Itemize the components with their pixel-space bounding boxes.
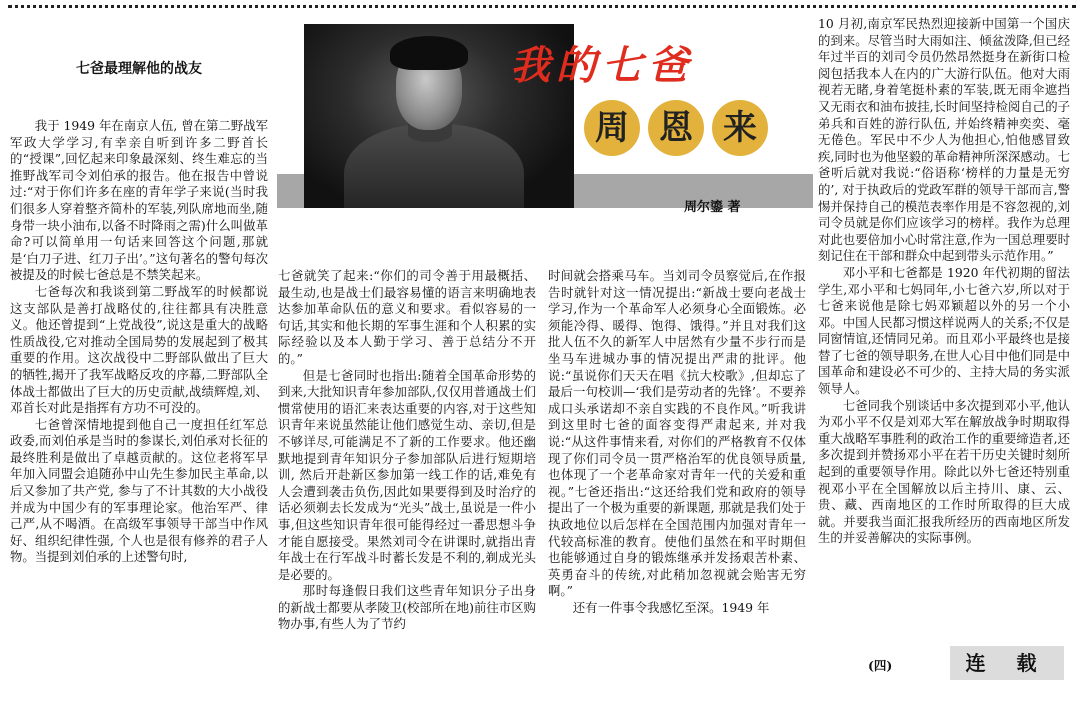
series-label: 连 载 [950, 646, 1064, 680]
author-byline: 周尔鎏 著 [684, 200, 741, 215]
text-column-1 [10, 118, 268, 566]
subject-name-char-1: 周 [584, 100, 640, 156]
paragraph: 10 月初,南京军民热烈迎接新中国第一个国庆的到来。尽管当时大雨如注、倾盆泼降,但已经年过半百的刘司令员仍然昂然挺身在新街口检阅包括我本人在内的广大游行队伍。他对大雨视若无睹,身着笔挺朴素的军装,既无雨伞遮挡又无雨衣和油布披挂,长时间坚持检阅自己的子弟兵和百姓的游行队伍, 并始终精神奕奕、毫无倦色。军民中不少人为他担心,怕他感冒致疾,同时也为他坚毅的革命精神所深深感动。七爸听后就对我说:“俗语称‘榜样的力量是无穷的’, 对于执政后的党政军群的领导干部而言,警惕并保持自己的模范表率作用是不容忽视的,刘司令员就是你们应该学习的榜样。我作为总理对此也要倍加小心时常注意,作为一国总理要时刻记住在干部和群众中起到带头示范作用。” [818, 16, 1070, 264]
subject-name-char-3: 来 [712, 100, 768, 156]
paragraph: 那时每逢假日我们这些青年知识分子出身的新战士都要从孝陵卫(校部所在地)前往市区购物办事,有些人为了节约 [278, 583, 536, 632]
paragraph: 邓小平和七爸都是 1920 年代初期的留法学生,邓小平和七妈同年,小七爸六岁,所以对于七爸来说他是除七妈邓颖超以外的另一个小邓。中国人民都习惯这样说两人的关系;不仅是同窗情谊,还情同兄弟。而且邓小平最终也是接替了七爸的领导职务,在世人心目中他们同是中国革命和建设必不可少的、主持大局的务实派领导人。 [818, 264, 1070, 397]
paragraph: 时间就会搭乘马车。当刘司令员察觉后,在作报告时就针对这一情况提出:“新战士要向老战士学习,作为一个革命军人必须身心全面锻炼。必须能冷得、暖得、饱得、饿得。”并且对我们这批人伍不久的新军人中居然有少量不步行而是坐马车进城办事的情况提出严肃的批评。他说:“虽说你们天天在唱《抗大校歌》,但却忘了最后一句校训—‘我们是劳动者的先锋’。不要养成口头承诺却不亲自实践的不良作风。”听我讲到这里时七爸的面容变得严肃起来, 并对我说:“从这件事情来看, 对你们的严格教育不仅体现了你们司令员一贯严格治军的优良领导质量, 也体现了一个老革命家对青年一代的关爱和重视。”七爸还指出:“这还给我们党和政府的领导提出了一个极为重要的新课题, 那就是我们处于执政地位以后怎样在全国范围内加强对青年一代较高标准的教育。使他们虽然在和平时期但也能够通过自身的锻炼继承并发扬艰苦朴素、英勇奋斗的传统,对此稍加忽视就会贻害无穷啊。” [548, 268, 806, 599]
paragraph: 七爸就笑了起来:“你们的司令善于用最概括、最生动,也是战士们最容易懂的语言来明确地表达参加革命队伍的意义和要求。看似容易的一句话,其实和他长期的军事生涯和个人积累的实际经验以及本人勤于学习、善于总结分不开的。” [278, 268, 536, 366]
subject-name [584, 100, 768, 156]
paragraph: 还有一件事令我感忆至深。1949 年 [572, 599, 770, 615]
paragraph: 我于 1949 年在南京人伍, 曾在第二野战军军政大学学习,有幸亲自听到许多二野首长的“授课”,回忆起来印象最深刻、终生难忘的当推野战军司令刘伯承的报告。他在报告中曾说过:“对于你们许多在座的青年学子来说(当时我们很多人穿着整齐简朴的军装,列队席地而坐,随身带一块小油布,以备不时降雨之需)什么叫做革命?可以简单用一句话来回答这个问题,那就是‘白刀子进、红刀子出’。”这句著名的警句每次被提及的时候七爸总是不禁笑起来。 [10, 118, 268, 283]
text-column-2 [278, 268, 536, 633]
paragraph: 七爸曾深情地提到他自己一度担任红军总政委,而刘伯承是当时的参谋长,刘伯承对长征的最终胜利是做出了卓越贡献的。这位老将军早年加入同盟会追随孙中山先生参加民主革命,以后又参加了共产党, 参与了不计其数的大小战役并成为中国少有的军事理论家。他治军严、律己严,从不喝酒。在高级军事领导干部当中作风好、组织纪律性强, 个人也是很有修养的君子人物。当提到刘伯承的上述警句时, [10, 416, 268, 565]
section-heading: 七爸最理解他的战友 [76, 61, 202, 77]
top-dotted-rule [8, 5, 1076, 8]
paragraph: 七爸每次和我谈到第二野战军的时候都说这支部队是善打战略仗的,往往都具有决胜意义。他还曾提到“上党战役”,说这是重大的战略性质战役,它对推动全国局势的发展起到了极其重要的作用。这次战役中二野部队做出了巨大的牺牲,揭开了我军战略反攻的序幕,二野部队全体战士都做出了巨大的历史贡献,战绩辉煌,刘、邓首长对此是指挥有方功不可没的。 [10, 283, 268, 416]
page-title: 我的七爸 [510, 43, 694, 89]
subject-name-char-2: 恩 [648, 100, 704, 156]
page-number: (四) [868, 658, 893, 673]
portrait-hair [390, 36, 468, 70]
paragraph: 七爸同我个别谈话中多次提到邓小平,他认为邓小平不仅是刘邓大军在解放战争时期取得重大战略军事胜利的政治工作的重要缔造者,还多次提到并赞扬邓小平在若干历史关键时刻所起到的重要领导作用。除此以外七爸还特别重视邓小平在全国解放以后主持川、康、云、贵、藏、西南地区的工作时所取得的巨大成就。并要我当面汇报我所经历的西南地区所发生的并妥善解决的实际事例。 [818, 397, 1070, 546]
text-column-3 [548, 268, 806, 616]
paragraph: 但是七爸同时也指出:随着全国革命形势的到来,大批知识青年参加部队,仅仅用普通战士们惯常使用的语汇来表达重要的内容,对于这些知识青年来说虽然能让他们感觉生动、亲切,但是不够详尽,可能满足不了新的工作要求。他还幽默地提到青年知识分子参加部队后进行短期培训, 然后开赴新区参加第一线工作的话,难免有人会遭到袭击负伤,因此如果要得到及时治疗的话必须剃去长发成为“光头”战士,虽说是一件小事,但这些知识青年很可能得经过一番思想斗争才能自愿接受。果然刘司令在讲课时,就指出青年战士在行军战斗时蓄长发是不利的,剃成光头是必要的。 [278, 367, 536, 582]
text-column-4 [818, 16, 1070, 547]
